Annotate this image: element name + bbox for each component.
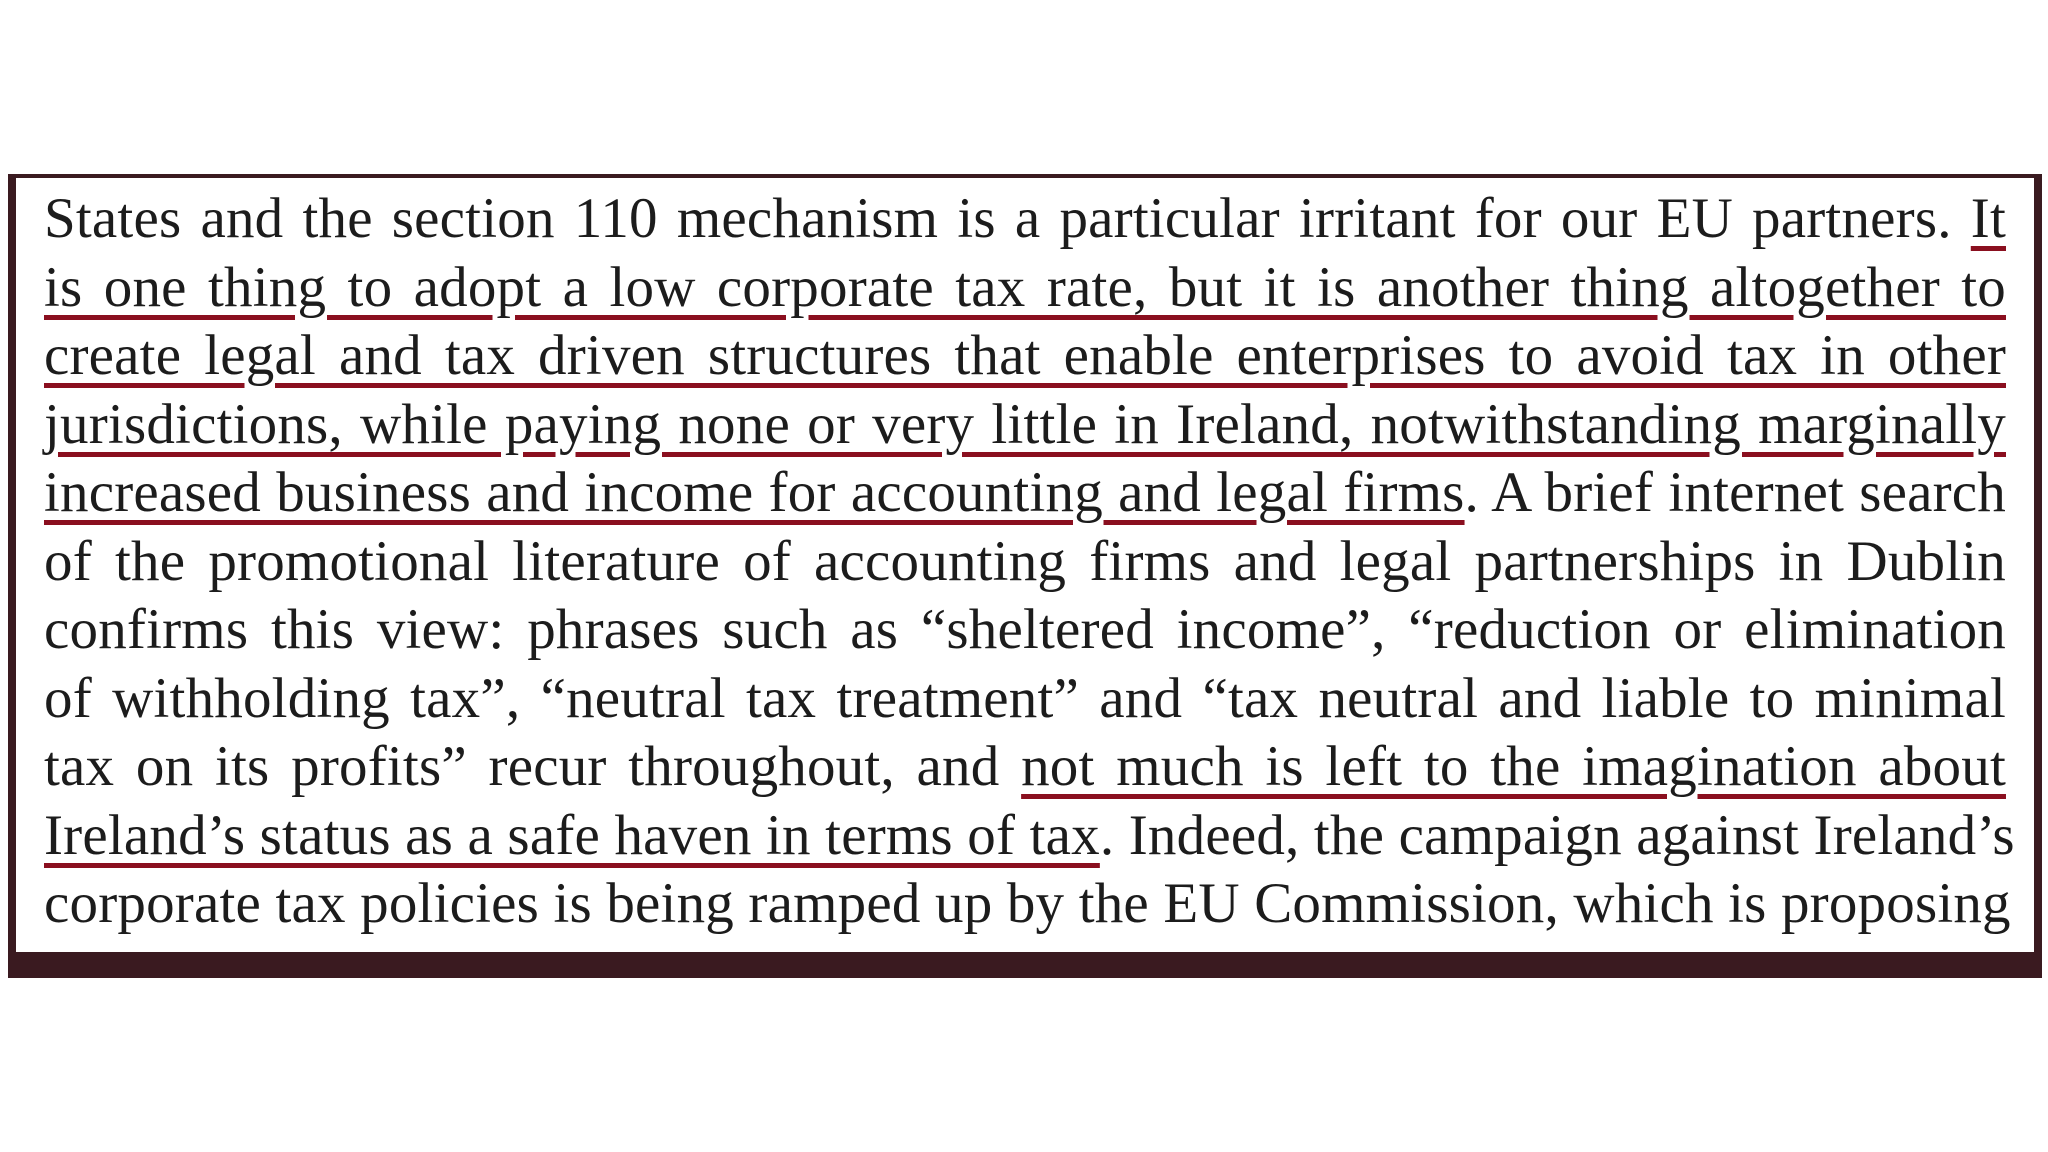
document-page: [16, 178, 2034, 952]
document-line: [44, 186, 2006, 252]
text-segment: corporate tax policies is being ramped up by the EU Commission, which is proposing: [44, 872, 2011, 935]
text-segment: of the promotional literature of accounting firms and legal partnerships in Dublin: [44, 529, 2006, 593]
document-line: [44, 392, 2006, 458]
underlined-text-segment: increased business and income for accounting and legal firms: [44, 461, 1465, 524]
text-segment: tax on its profits” recur throughout, and: [44, 735, 1022, 798]
text-segment: States and the section 110 mechanism is a particular irritant for our EU partners.: [44, 187, 1971, 250]
document-line: [44, 255, 2006, 321]
underlined-text-segment: Ireland’s status as a safe haven in terms of tax: [44, 803, 1100, 867]
text-segment: . A brief internet search: [1464, 461, 2007, 524]
text-segment: confirms this view: phrases such as “sheltered income”, “reduction or elimination: [44, 598, 2006, 661]
document-line: [44, 323, 2006, 389]
underlined-text-segment: It: [1970, 187, 2006, 250]
underlined-text-segment: not much is left to the imagination about: [1021, 735, 2006, 798]
underlined-text-segment: create legal and tax driven structures that enable enterprises to avoid tax in other: [44, 324, 2006, 387]
document-line: [44, 803, 2015, 869]
scanned-page-frame: [8, 174, 2042, 978]
underlined-text-segment: is one thing to adopt a low corporate tax rate, but it is another thing altogether to: [44, 255, 2006, 319]
underlined-text-segment: jurisdictions, while paying none or very little in Ireland, notwithstanding marginally: [44, 392, 2006, 456]
text-segment: . Indeed, the campaign against Ireland’s: [1099, 803, 2015, 867]
document-line: [44, 666, 2006, 732]
document-line: [44, 597, 2006, 663]
text-segment: of withholding tax”, “neutral tax treatment” and “tax neutral and liable to minimal: [44, 666, 2006, 730]
document-line: [44, 871, 2011, 937]
document-line: [44, 460, 2006, 526]
document-line: [44, 734, 2006, 800]
document-line: [44, 529, 2006, 595]
